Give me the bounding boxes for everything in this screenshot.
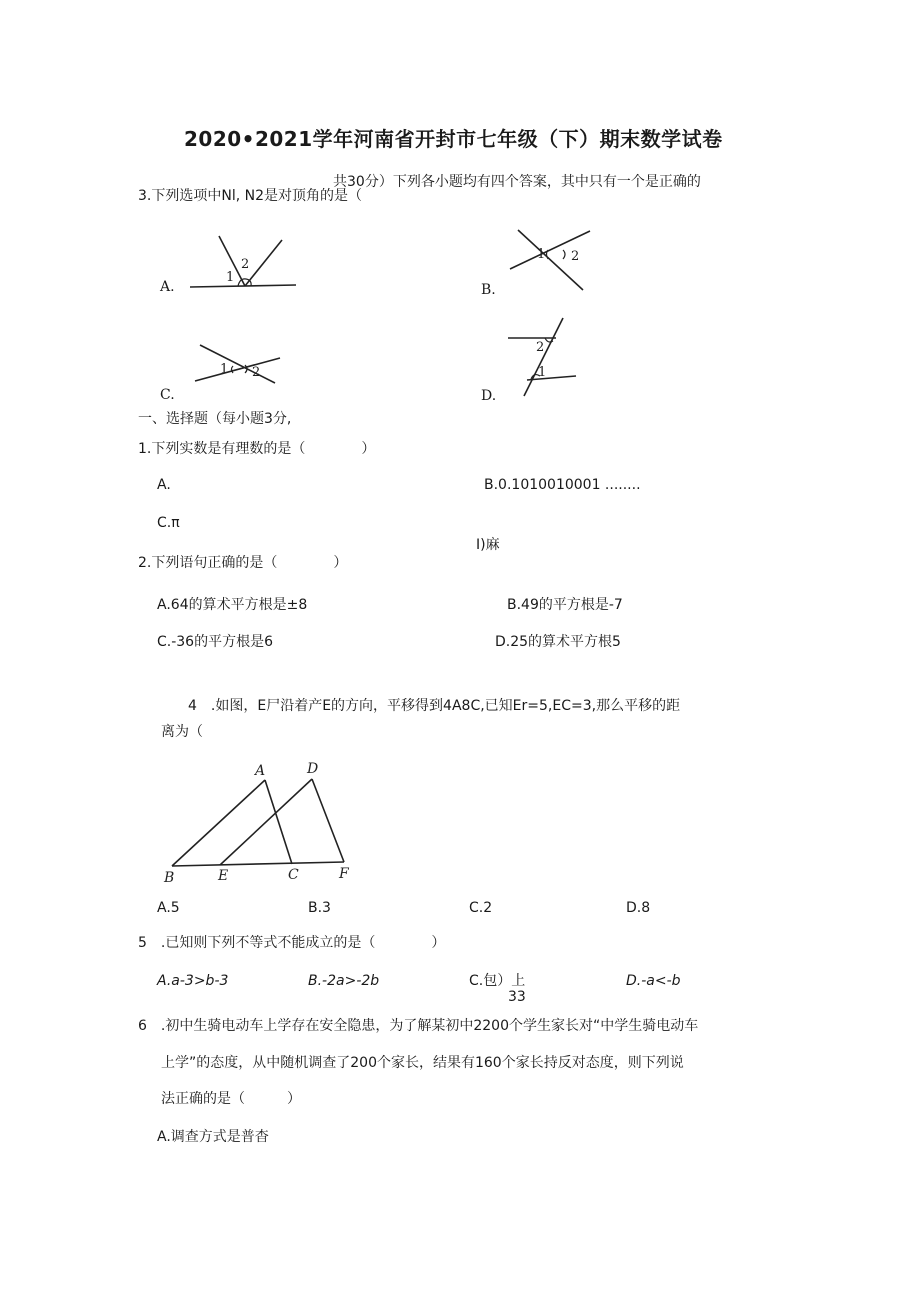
section-header-fragment: 共30分）下列各小题均有四个答案，其中只有一个是正确的	[333, 174, 701, 190]
q2-stem: 2.下列语句正确的是（ ）	[138, 555, 348, 571]
figure-a-angle-2: 2	[241, 257, 250, 272]
q3-option-b-label: B.	[481, 282, 496, 298]
figure-b-angle-2: 2	[571, 249, 580, 264]
q1-option-c: C.π	[157, 515, 180, 531]
q1-option-b: B.0.1010010001 ........	[484, 477, 641, 493]
figure-c-angle-2: 2	[252, 365, 261, 380]
q4-option-d: D.8	[626, 900, 651, 916]
q3-option-a-label: A.	[160, 279, 175, 295]
q1-option-a: A.	[157, 477, 171, 493]
segment-BF	[172, 862, 344, 866]
segment-ED	[220, 779, 312, 865]
q4-option-c: C.2	[469, 900, 493, 916]
segment-DF	[312, 779, 344, 862]
section-heading: 一、选择题（每小题3分,	[138, 411, 292, 427]
point-F-label: F	[339, 866, 349, 882]
q5-option-b: B.-2a>-2b	[308, 973, 380, 989]
segment-BA	[172, 780, 265, 866]
page-title: 2020•2021学年河南省开封市七年级（下）期末数学试卷	[184, 127, 723, 151]
q2-option-a: A.64的算术平方根是±8	[157, 597, 308, 613]
figure-b-angle-1: 1	[537, 247, 546, 262]
point-A-label: A	[255, 763, 266, 779]
q6-line1: 6 .初中生骑电动车上学存在安全隐患，为了解某初中2200个学生家长对“中学生骑电动车	[138, 1018, 699, 1034]
figure-a-angle-1: 1	[226, 270, 235, 285]
point-E-label: E	[218, 868, 229, 884]
point-B-label: B	[164, 870, 175, 886]
q6-option-a: A.调查方式是普杳	[157, 1129, 269, 1145]
figure-c-angle-1: 1	[220, 362, 229, 377]
segment-AC	[265, 780, 292, 864]
q2-option-d: D.25的算术平方根5	[495, 634, 621, 650]
q1-stem: 1.下列实数是有理数的是（ ）	[138, 441, 376, 457]
q4-stem-line2: 离为（	[161, 724, 203, 740]
q4-stem-line1: 4 .如图，E尸沿着产E的方向，平移得到4A8C,已知Er=5,EC=3,那么平移的距	[188, 698, 681, 714]
q5-option-c-denominator: 33	[508, 989, 526, 1005]
q3-option-d-label: D.	[481, 388, 497, 404]
q1-option-d: I)麻	[476, 537, 500, 553]
point-C-label: C	[288, 867, 299, 883]
q6-line2: 上学”的态度，从中随机调查了200个家长，结果有160个家长持反对态度，则下列说	[161, 1055, 684, 1071]
figure-d-angle-1: 1	[538, 365, 547, 380]
q6-line3: 法正确的是（ ）	[161, 1091, 301, 1107]
q4-option-a: A.5	[157, 900, 180, 916]
q2-option-b: B.49的平方根是-7	[507, 597, 623, 613]
q3-option-c-label: C.	[160, 387, 175, 403]
q5-stem: 5 .已知则下列不等式不能成立的是（ ）	[138, 935, 446, 951]
q2-option-c: C.-36的平方根是6	[157, 634, 273, 650]
q5-option-c: C.包）上	[469, 973, 526, 989]
q5-option-d: D.-a<-b	[626, 973, 681, 989]
q4-option-b: B.3	[308, 900, 331, 916]
figure-d-angle-2: 2	[536, 340, 545, 355]
point-D-label: D	[307, 761, 319, 777]
q3-stem: 3.下列选项中Nl, N2是对顶角的是（	[138, 188, 362, 204]
q5-option-a: A.a-3>b-3	[157, 973, 229, 989]
